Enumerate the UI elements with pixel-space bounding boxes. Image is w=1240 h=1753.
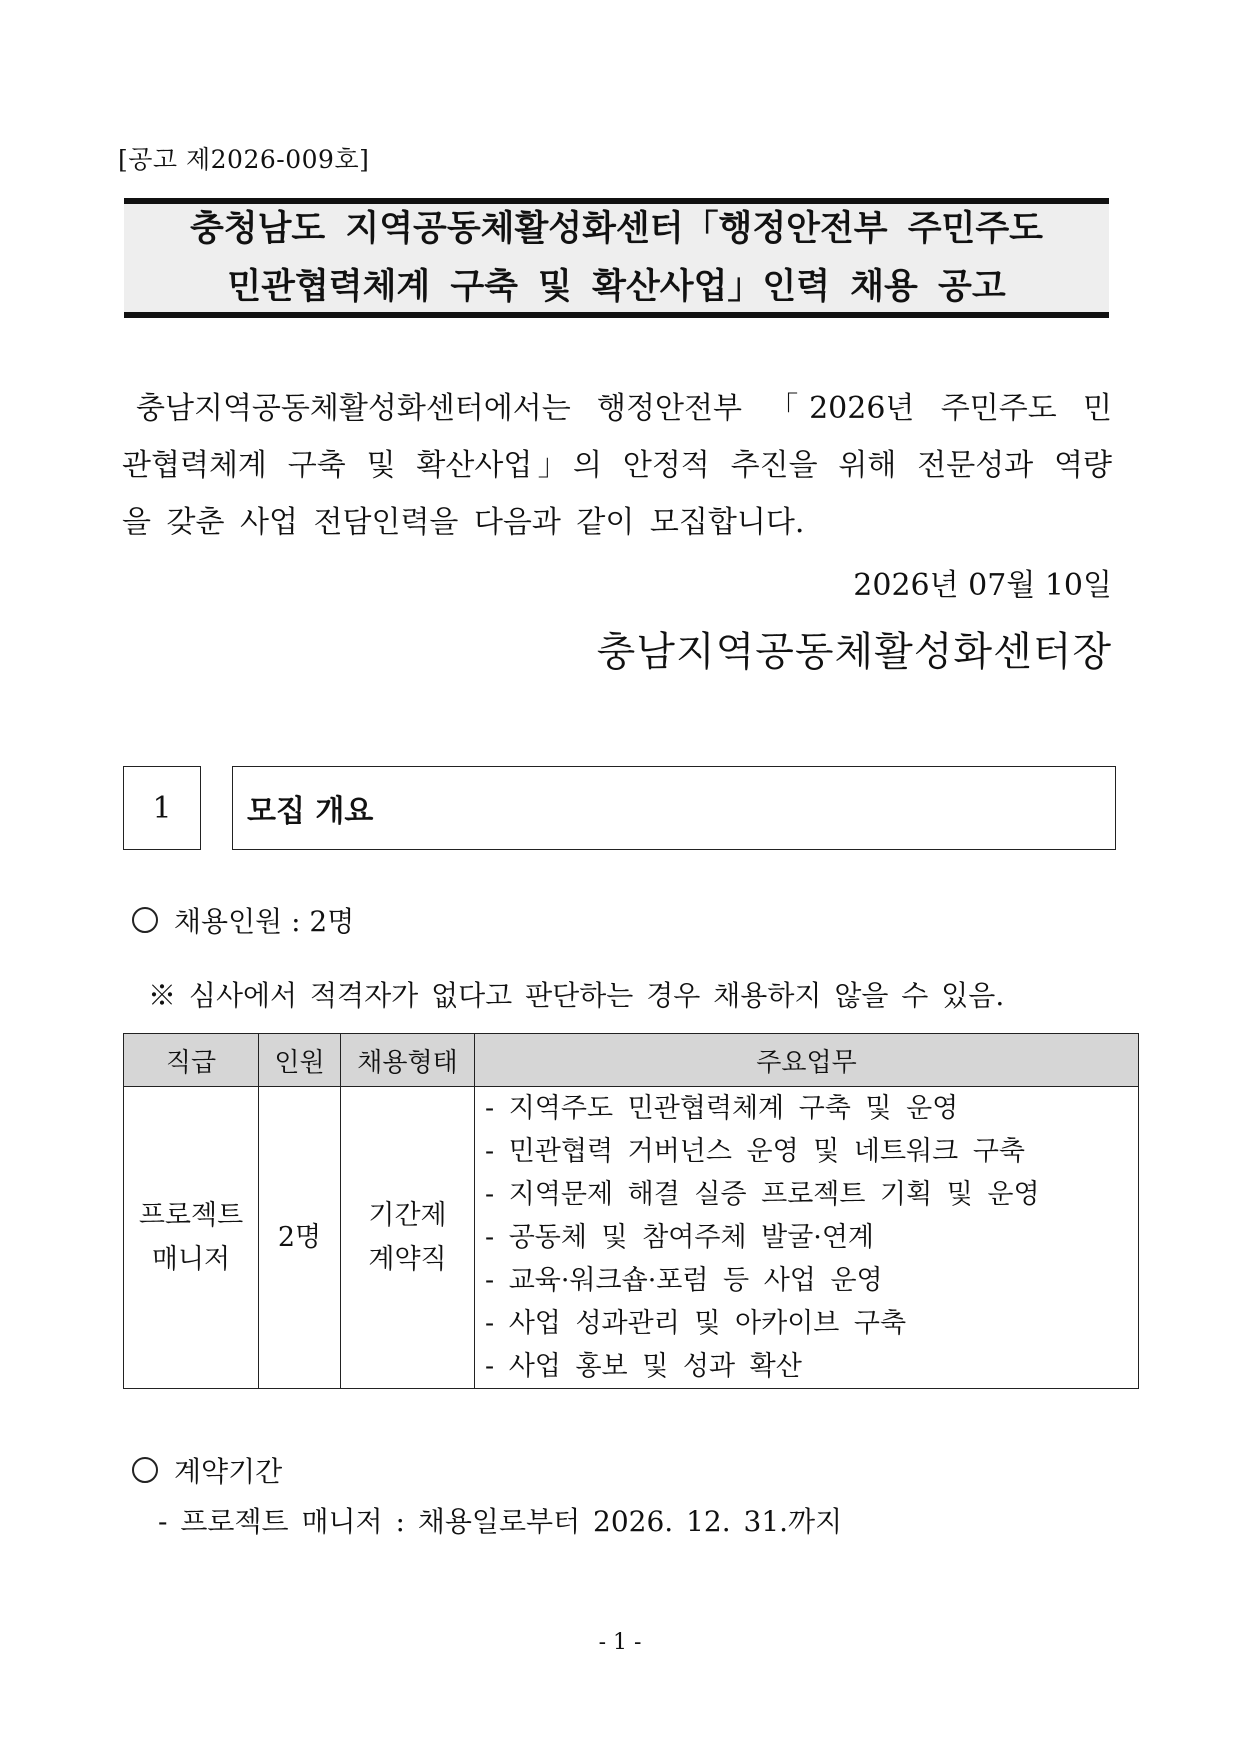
notice-date: 2026년 07월 10일: [853, 568, 1112, 603]
table-row: [124, 1087, 1139, 1389]
title-line-2: 민관협력체계 구축 및 확산사업」인력 채용 공고: [227, 267, 1006, 307]
screening-note: ※ 심사에서 적격자가 없다고 판단하는 경우 채용하지 않을 수 있음.: [148, 979, 1005, 1012]
duty-item: - 공동체 및 참여주체 발굴·연계: [485, 1222, 875, 1253]
header-type: 채용형태: [341, 1034, 475, 1087]
section-title: 모집 개요: [232, 766, 1116, 850]
header-duties: 주요업무: [475, 1034, 1139, 1087]
header-count: 인원: [259, 1034, 341, 1087]
type-line-2: 계약직: [368, 1243, 447, 1275]
document-title: [124, 198, 1109, 318]
cell-count: 2명: [259, 1087, 341, 1389]
title-line-1: 충청남도 지역공동체활성화센터「행정안전부 주민주도: [189, 209, 1043, 249]
issuing-organization: 충남지역공동체활성화센터장: [596, 629, 1112, 675]
cell-position: [124, 1087, 259, 1389]
page-number: - 1 -: [598, 1630, 642, 1655]
position-line-2: 매니저: [151, 1243, 231, 1275]
circle-bullet-icon: [132, 907, 158, 933]
type-line-1: 기간제: [368, 1199, 447, 1231]
cell-duties: [475, 1087, 1139, 1389]
duty-item: - 민관협력 거버넌스 운영 및 네트워크 구축: [485, 1136, 1026, 1167]
position-line-1: 프로젝트: [138, 1199, 244, 1231]
table-header-row: [124, 1034, 1139, 1087]
cell-type: [341, 1087, 475, 1389]
intro-line-3: 을 갖춘 사업 전담인력을 다음과 같이 모집합니다.: [122, 505, 805, 540]
contract-heading-text: 계약기간: [174, 1455, 283, 1488]
section-number: 1: [123, 766, 201, 850]
intro-paragraph: [122, 380, 1112, 551]
intro-line-1: 충남지역공동체활성화센터에서는 행정안전부 「2026년 주민주도 민: [136, 391, 1112, 426]
job-table: [123, 1033, 1139, 1389]
duty-item: - 사업 홍보 및 성과 확산: [485, 1351, 802, 1382]
duty-item: - 교육·워크숍·포럼 등 사업 운영: [485, 1265, 883, 1296]
recruit-count: [132, 900, 354, 940]
duty-item: - 사업 성과관리 및 아카이브 구축: [485, 1308, 907, 1339]
contract-item: - 프로젝트 매니저 : 채용일로부터 2026. 12. 31.까지: [158, 1505, 843, 1538]
circle-bullet-icon: [132, 1457, 158, 1483]
contract-heading: [132, 1450, 282, 1490]
duty-item: - 지역주도 민관협력체계 구축 및 운영: [485, 1093, 959, 1124]
intro-line-2: 관협력체계 구축 및 확산사업」의 안정적 추진을 위해 전문성과 역량: [122, 448, 1112, 483]
header-position: 직급: [124, 1034, 259, 1087]
duty-item: - 지역문제 해결 실증 프로젝트 기획 및 운영: [485, 1179, 1040, 1210]
notice-number: [공고 제2026-009호]: [118, 145, 370, 174]
recruit-count-text: 채용인원 : 2명: [174, 905, 355, 938]
